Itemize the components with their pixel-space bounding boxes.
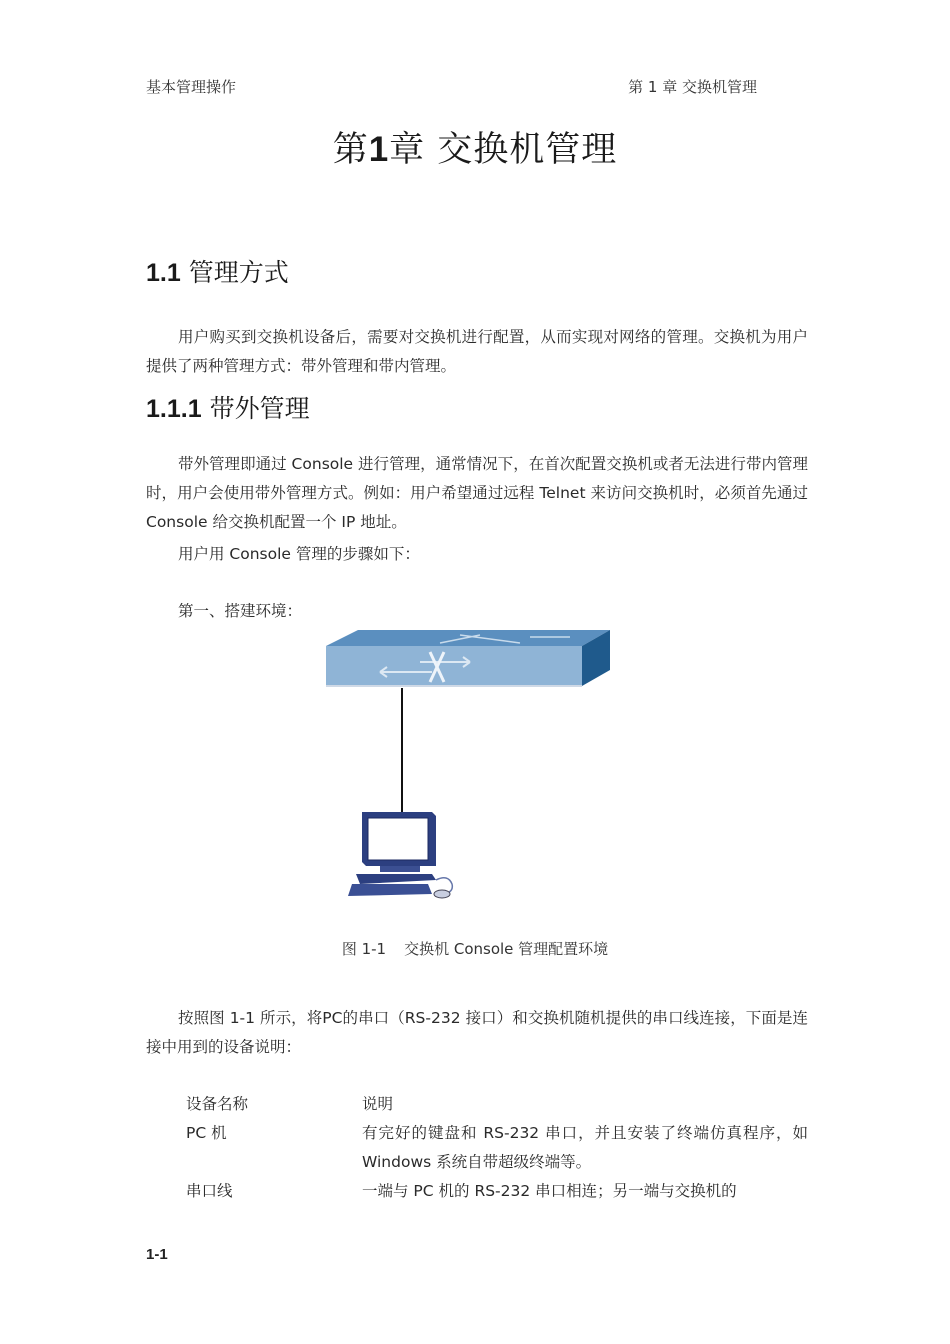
figure-text: 交换机 Console 管理配置环境 xyxy=(404,940,609,958)
table-cell-name: 串口线 xyxy=(186,1182,233,1200)
table-cell-name: PC 机 xyxy=(186,1124,227,1142)
page-number: 1-1 xyxy=(146,1246,168,1263)
intro-paragraph xyxy=(146,323,808,381)
intro-text: 用户购买到交换机设备后，需要对交换机进行配置，从而实现对网络的管理。交换机为用户提供了两种管理方式：带外管理和带内管理。 xyxy=(146,328,808,375)
table-row xyxy=(186,1119,808,1177)
steps-intro: 用户用 Console 管理的步骤如下： xyxy=(178,545,420,563)
section-number: 1.1 xyxy=(146,259,181,287)
oob-text: 带外管理即通过 Console 进行管理，通常情况下，在首次配置交换机或者无法进行带内管理时，用户会使用带外管理方式。例如：用户希望通过远程 Telnet 来访问交换机时，必须首先通过 Console 给交换机配置一个 IP 地址。 xyxy=(146,455,808,531)
section-heading-1-1-1 xyxy=(146,389,310,425)
table-cell-desc: 有完好的键盘和 RS-232 串口，并且安装了终端仿真程序，如 Windows 系统自带超级终端等。 xyxy=(362,1124,808,1171)
chapter-prefix: 第 xyxy=(332,130,369,170)
switch-icon xyxy=(326,630,610,686)
table-cell-desc: 一端与 PC 机的 RS-232 串口相连；另一端与交换机的 xyxy=(362,1182,737,1200)
device-table xyxy=(186,1090,808,1206)
table-header-row xyxy=(186,1090,808,1119)
section-title: 管理方式 xyxy=(188,258,289,287)
chapter-suffix: 章 交换机管理 xyxy=(389,130,618,170)
connect-paragraph xyxy=(146,1004,808,1062)
figure-number: 图 1-1 xyxy=(341,940,387,958)
section-heading-1-1 xyxy=(146,253,289,289)
table-row xyxy=(186,1177,808,1206)
table-header-cell: 说明 xyxy=(362,1095,394,1113)
table-header-cell: 设备名称 xyxy=(186,1095,249,1113)
connect-text: 按照图 1-1 所示，将PC的串口（RS-232 接口）和交换机随机提供的串口线连接，下面是连接中用到的设备说明： xyxy=(146,1009,808,1056)
chapter-title xyxy=(0,122,950,172)
network-diagram xyxy=(320,622,620,907)
pc-icon xyxy=(348,812,452,898)
figure-caption xyxy=(0,938,950,959)
header-right: 第 1 章 交换机管理 xyxy=(628,78,757,96)
step-one: 第一、搭建环境： xyxy=(178,602,303,620)
header-left: 基本管理操作 xyxy=(146,78,237,96)
chapter-number: 1 xyxy=(368,130,390,169)
subsection-title: 带外管理 xyxy=(209,394,310,423)
subsection-number: 1.1.1 xyxy=(146,395,202,423)
oob-paragraph xyxy=(146,450,808,537)
